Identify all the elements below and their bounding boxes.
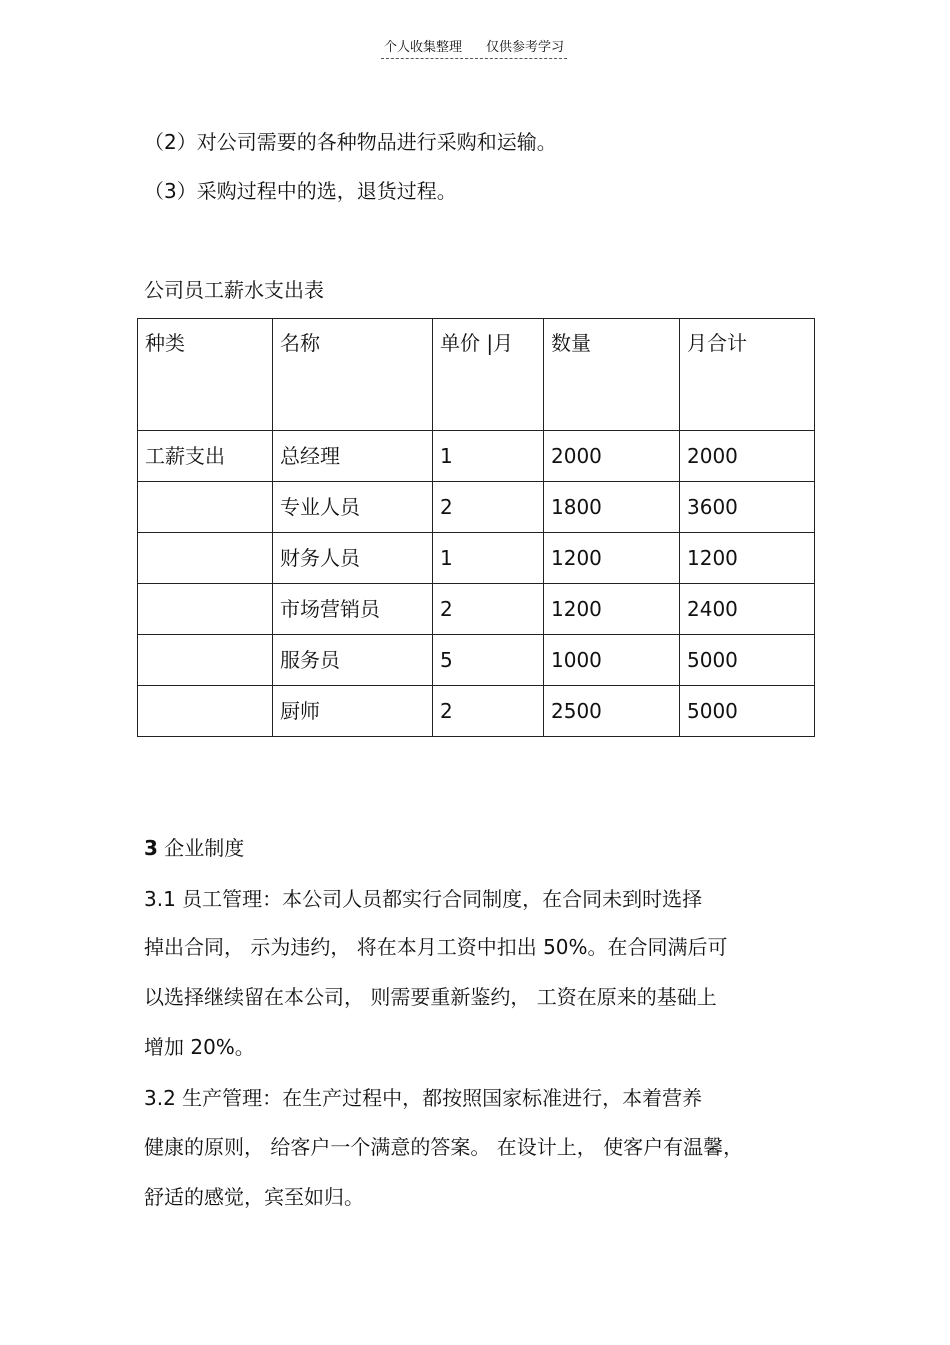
table-cell: 2 <box>433 686 544 737</box>
table-cell: 2000 <box>680 431 815 482</box>
paragraph-line: 健康的原则， 给客户一个满意的答案。 在设计上， 使客户有温馨， <box>144 1135 744 1159</box>
table-cell: 1200 <box>680 533 815 584</box>
table-cell <box>138 635 273 686</box>
table-cell <box>138 584 273 635</box>
paragraph-line: 舒适的感觉，宾至如归。 <box>144 1185 364 1209</box>
table-cell: 1800 <box>544 482 680 533</box>
salary-table <box>137 318 815 737</box>
header-left-text: 个人收集整理 <box>383 40 462 55</box>
table-row <box>138 533 815 584</box>
table-cell: 2400 <box>680 584 815 635</box>
paragraph-line: 增加 20%。 <box>144 1035 255 1059</box>
paragraph-line: 3.1 员工管理：本公司人员都实行合同制度，在合同未到时选择 <box>144 887 703 911</box>
table-cell: 2000 <box>544 431 680 482</box>
table-row <box>138 431 815 482</box>
table-cell: 服务员 <box>273 635 433 686</box>
intro-item-2: （2）对公司需要的各种物品进行采购和运输。 <box>144 130 557 154</box>
table-cell: 3600 <box>680 482 815 533</box>
table-cell: 2500 <box>544 686 680 737</box>
table-cell: 市场营销员 <box>273 584 433 635</box>
table-cell: 2 <box>433 584 544 635</box>
table-cell: 财务人员 <box>273 533 433 584</box>
table-caption: 公司员工薪水支出表 <box>144 278 324 302</box>
table-row <box>138 686 815 737</box>
table-header-row <box>138 319 815 431</box>
header-cell-monthly-total: 月合计 <box>680 319 815 431</box>
table-cell: 专业人员 <box>273 482 433 533</box>
page-header <box>381 38 567 59</box>
paragraph-line: 3.2 生产管理：在生产过程中，都按照国家标准进行，本着营养 <box>144 1086 703 1110</box>
table-cell: 5 <box>433 635 544 686</box>
section-3-number: 3 <box>144 836 158 860</box>
intro-item-3: （3）采购过程中的选，退货过程。 <box>144 179 457 203</box>
paragraph-line: 以选择继续留在本公司， 则需要重新鉴约， 工资在原来的基础上 <box>144 985 717 1009</box>
table-cell: 5000 <box>680 686 815 737</box>
table-row <box>138 584 815 635</box>
table-cell <box>138 482 273 533</box>
header-cell-category: 种类 <box>138 319 273 431</box>
table-cell: 1200 <box>544 584 680 635</box>
table-cell <box>138 686 273 737</box>
table-cell: 1200 <box>544 533 680 584</box>
table-cell: 1 <box>433 533 544 584</box>
table-cell: 厨师 <box>273 686 433 737</box>
header-cell-unit-price: 单价 |月 <box>433 319 544 431</box>
table-cell: 1 <box>433 431 544 482</box>
table-cell <box>138 533 273 584</box>
paragraph-line: 掉出合同， 示为违约， 将在本月工资中扣出 50%。在合同满后可 <box>144 935 728 959</box>
table-cell: 1000 <box>544 635 680 686</box>
section-3-title: 企业制度 <box>164 836 245 860</box>
table-row <box>138 635 815 686</box>
table-cell: 5000 <box>680 635 815 686</box>
table-cell: 总经理 <box>273 431 433 482</box>
header-cell-name: 名称 <box>273 319 433 431</box>
header-cell-quantity: 数量 <box>544 319 680 431</box>
section-3-heading <box>144 835 244 861</box>
table-cell: 工薪支出 <box>138 431 273 482</box>
table-row <box>138 482 815 533</box>
header-right-text: 仅供参考学习 <box>486 40 565 55</box>
table-cell: 2 <box>433 482 544 533</box>
